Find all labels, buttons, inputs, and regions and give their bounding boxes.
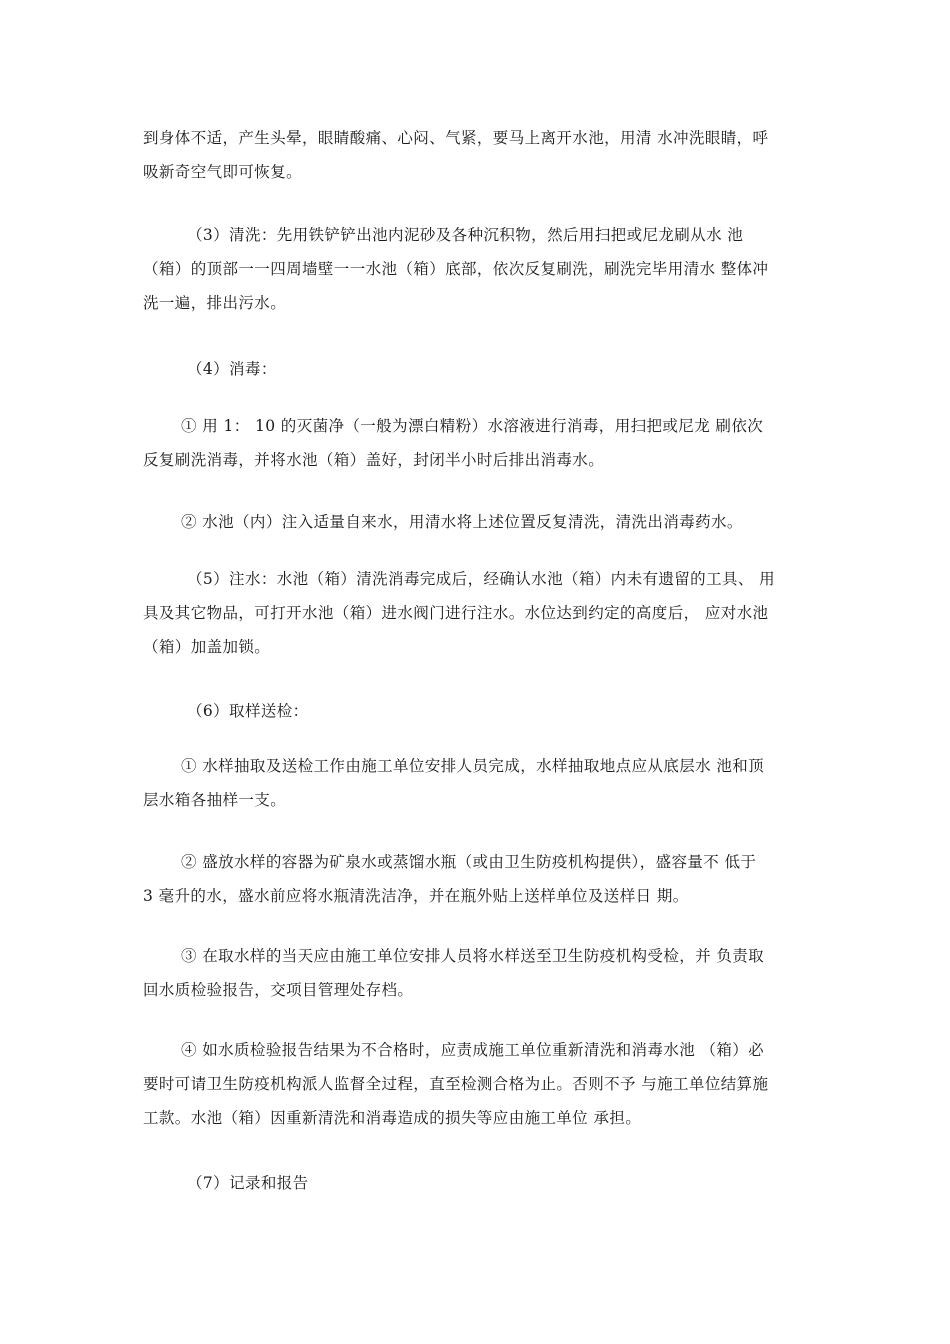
text-line: （6）取样送检： [187,702,309,720]
paragraph-water-filling [143,562,818,664]
text-line: （4）消毒： [187,360,277,378]
text-line: 回水质检验报告，交项目管理处存档。 [143,981,414,999]
text-line: 洗一遍，排出污水。 [143,294,287,312]
text-line: （5）注水：水池（箱）清洗消毒完成后，经确认水池（箱）内未有遗留的工具、 用 [187,570,775,588]
text-line: 工款。水池（箱）因重新清洗和消毒造成的损失等应由施工单位 承担。 [143,1109,642,1127]
heading-disinfection [143,352,818,386]
text-line: ① 水样抽取及送检工作由施工单位安排人员完成，水样抽取地点应从底层水 池和顶 [181,757,765,775]
text-line: 到身体不适，产生头晕，眼睛酸痛、心闷、气紧，要马上离开水池，用清 水冲洗眼睛，呼 [143,129,769,147]
paragraph-disinfection-step-2 [143,505,818,539]
text-line: 3 毫升的水，盛水前应将水瓶清洗洁净，并在瓶外贴上送样单位及送样日 期。 [143,887,689,905]
text-line: 层水箱各抽样一支。 [143,791,287,809]
paragraph-symptoms-continued [143,121,818,189]
paragraph-sampling-step-3 [143,939,818,1007]
text-line: 吸新奇空气即可恢复。 [143,163,303,181]
paragraph-cleaning [143,218,818,320]
paragraph-disinfection-step-1 [143,409,818,477]
text-line: 反复刷洗消毒，并将水池（箱）盖好，封闭半小时后排出消毒水。 [143,451,605,469]
text-line: （7）记录和报告 [187,1174,309,1192]
text-line: ③ 在取水样的当天应由施工单位安排人员将水样送至卫生防疫机构受检，并 负责取 [181,947,765,965]
text-line: ④ 如水质检验报告结果为不合格时，应责成施工单位重新清洗和消毒水池 （箱）必 [181,1041,765,1059]
text-line: （3）清洗：先用铁铲铲出池内泥砂及各种沉积物，然后用扫把或尼龙刷从水 池 [187,226,744,244]
heading-sampling [143,694,818,728]
text-line: 要时可请卫生防疫机构派人监督全过程，直至检测合格为止。否则不予 与施工单位结算施 [143,1075,769,1093]
paragraph-sampling-step-1 [143,749,818,817]
text-line: 具及其它物品，可打开水池（箱）进水阀门进行注水。水位达到约定的高度后， 应对水池 [143,604,769,622]
text-line: （箱）加盖加锁。 [143,638,271,656]
text-line: ② 水池（内）注入适量自来水，用清水将上述位置反复清洗，清洗出消毒药水。 [181,513,743,531]
paragraph-sampling-step-2 [143,845,818,913]
text-line: ② 盛放水样的容器为矿泉水或蒸馏水瓶（或由卫生防疫机构提供），盛容量不 低于 [181,853,757,871]
paragraph-sampling-step-4 [143,1033,818,1135]
heading-records-and-report [143,1166,818,1200]
text-line: （箱）的顶部一一四周墙壁一一水池（箱）底部，依次反复刷洗，刷洗完毕用清水 整体冲 [143,260,769,278]
text-line: ① 用 1： 10 的灭菌净（一般为漂白精粉）水溶液进行消毒，用扫把或尼龙 刷依次 [181,417,764,435]
